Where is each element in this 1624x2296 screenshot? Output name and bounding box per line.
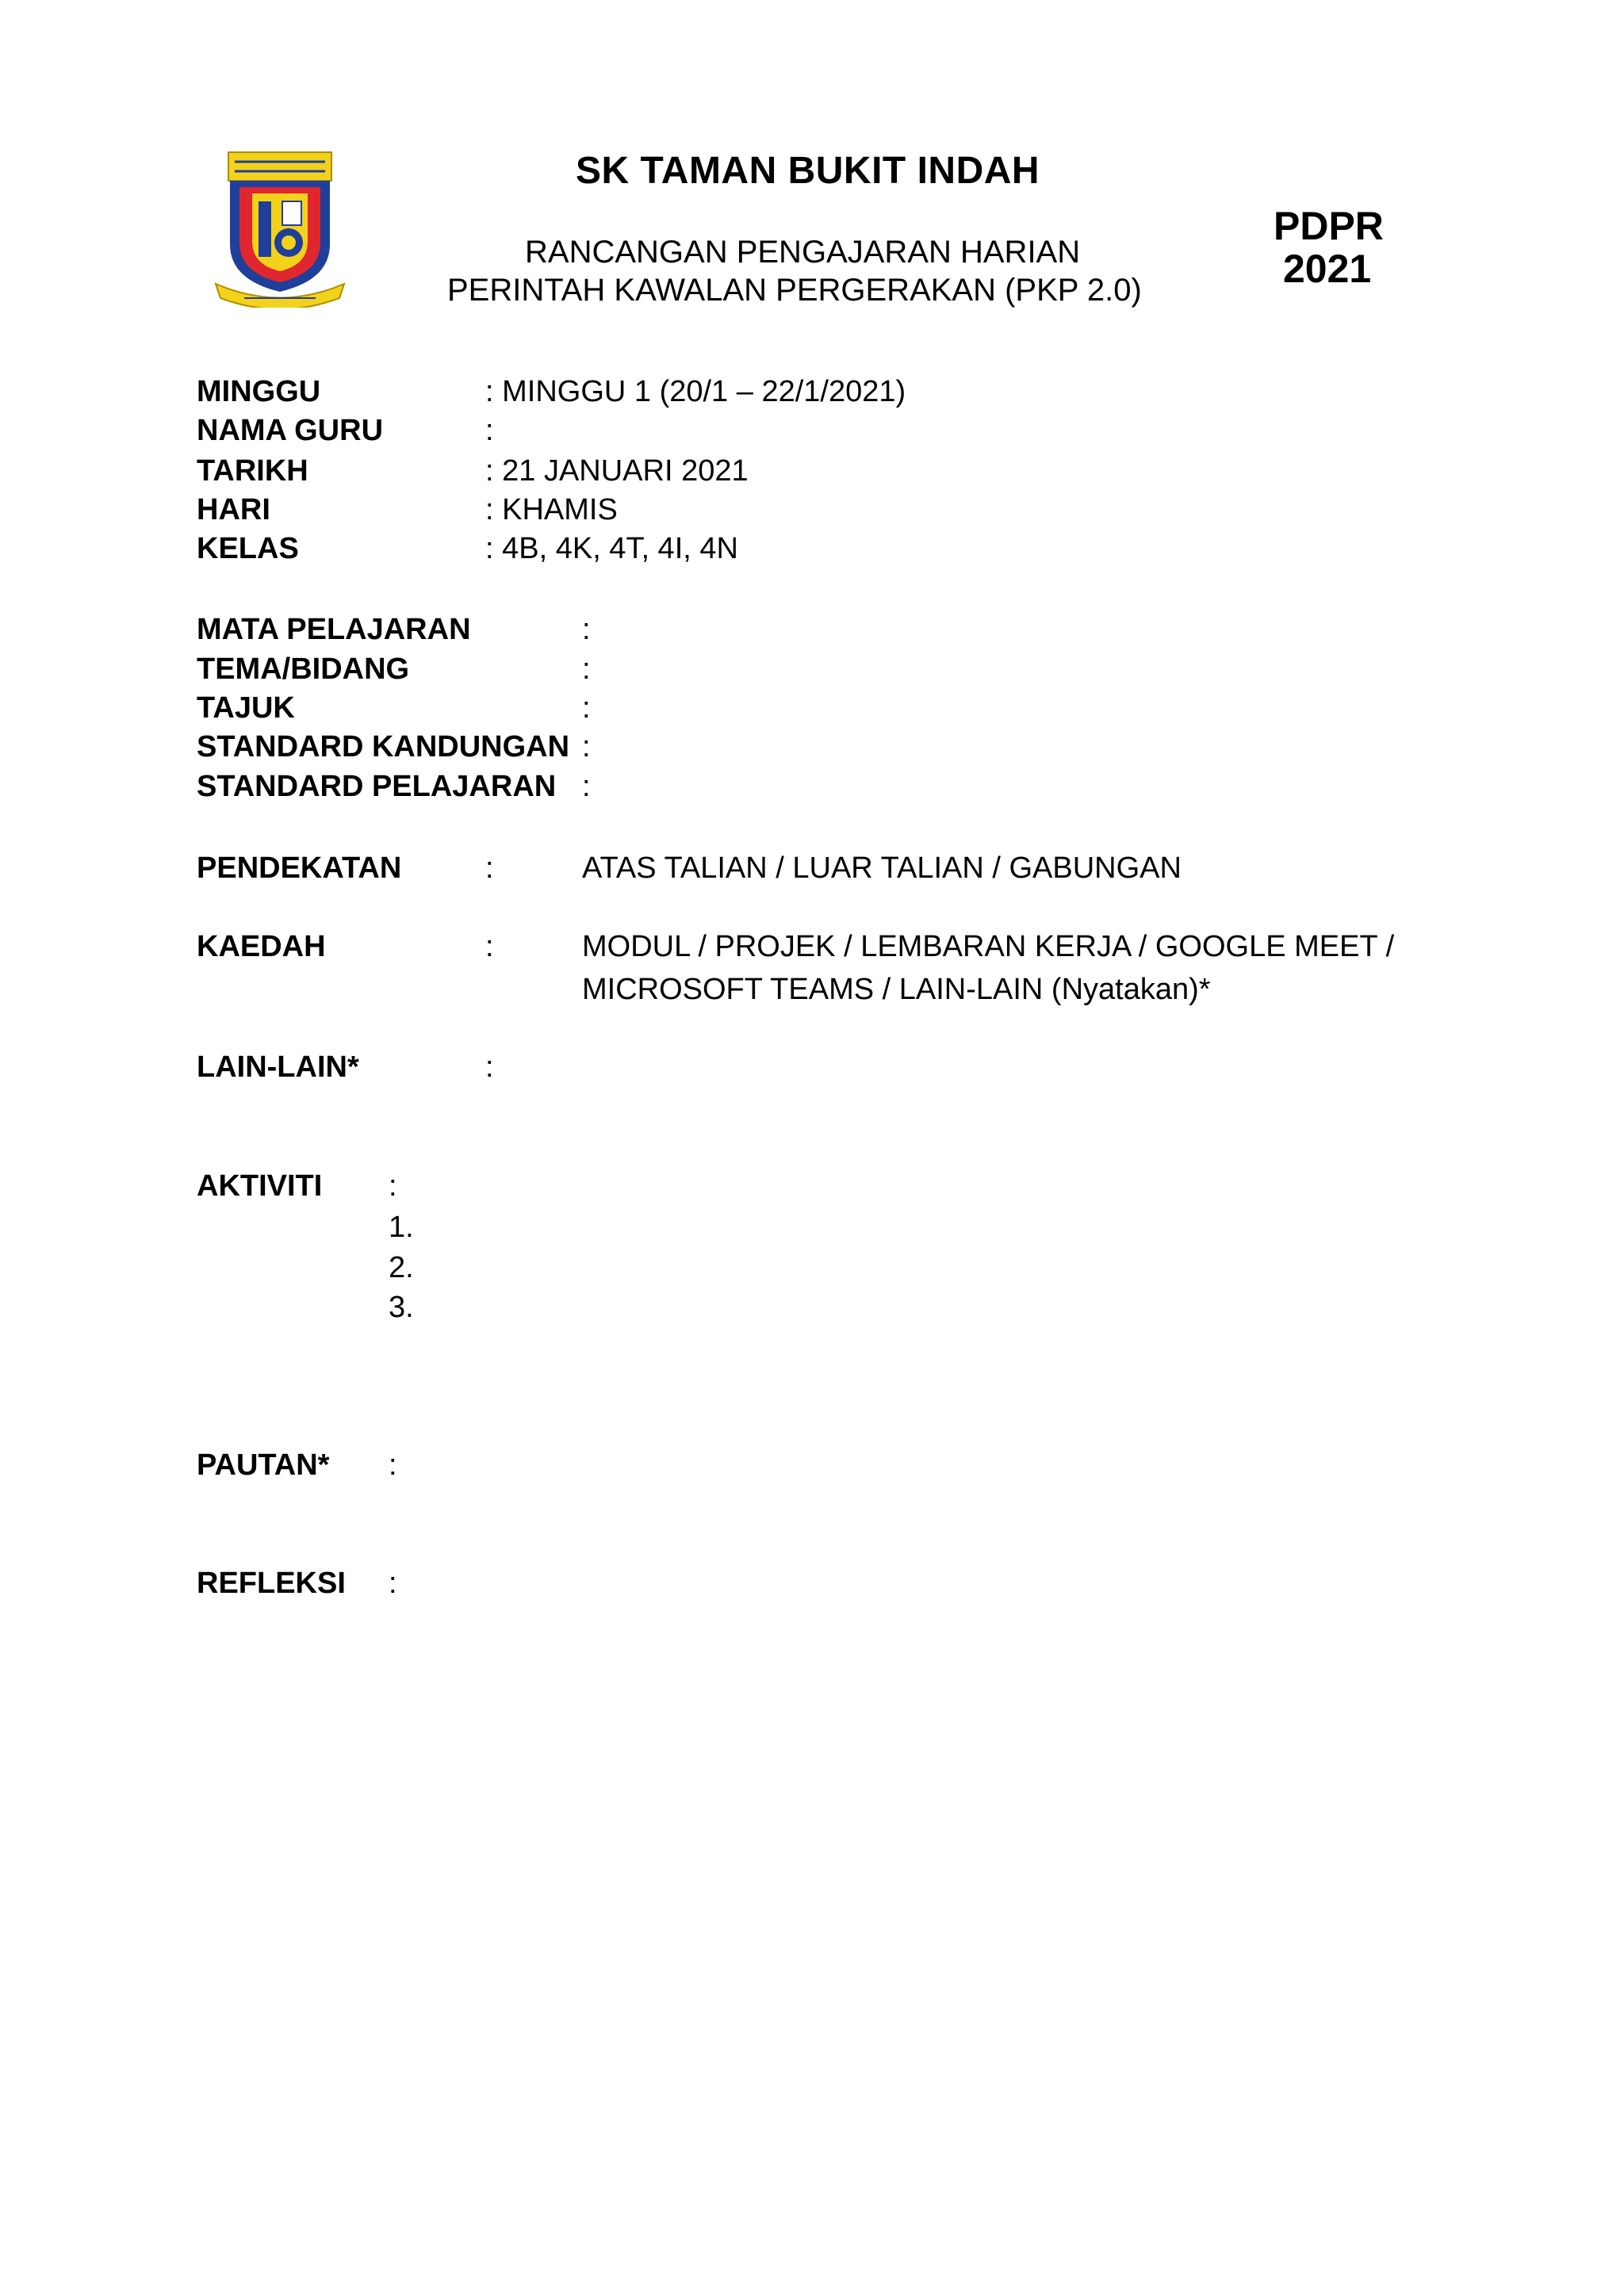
- tema-bidang-colon: :: [582, 652, 591, 686]
- tarikh-label: TARIKH: [197, 454, 308, 488]
- minggu-label: MINGGU: [197, 375, 321, 408]
- pendekatan-label: PENDEKATAN: [197, 851, 402, 885]
- aktiviti-item-1: 1.: [389, 1211, 414, 1244]
- standard-pelajaran-colon: :: [582, 770, 591, 803]
- minggu-value: : MINGGU 1 (20/1 – 22/1/2021): [485, 375, 906, 408]
- lain-lain-colon: :: [485, 1050, 494, 1084]
- kelas-value: : 4B, 4K, 4T, 4I, 4N: [485, 532, 738, 565]
- standard-kandungan-label: STANDARD KANDUNGAN: [197, 730, 570, 763]
- kaedah-colon: :: [485, 930, 494, 963]
- hari-value: : KHAMIS: [485, 493, 618, 526]
- mata-pelajaran-colon: :: [582, 613, 591, 646]
- kaedah-value-line2: MICROSOFT TEAMS / LAIN-LAIN (Nyatakan)*: [582, 973, 1211, 1006]
- standard-pelajaran-label: STANDARD PELAJARAN: [197, 770, 557, 803]
- pendekatan-colon: :: [485, 851, 494, 885]
- nama-guru-value: :: [485, 414, 494, 447]
- document-subtitle-line2: PERINTAH KAWALAN PERGERAKAN (PKP 2.0): [447, 273, 1142, 308]
- tajuk-label: TAJUK: [197, 691, 295, 725]
- kelas-label: KELAS: [197, 532, 299, 565]
- document-subtitle-line1: RANCANGAN PENGAJARAN HARIAN: [525, 235, 1081, 270]
- mata-pelajaran-label: MATA PELAJARAN: [197, 613, 471, 646]
- tajuk-colon: :: [582, 691, 591, 725]
- aktiviti-label: AKTIVITI: [197, 1169, 323, 1203]
- school-crest-icon: [213, 149, 347, 308]
- hari-label: HARI: [197, 493, 270, 526]
- aktiviti-item-3: 3.: [389, 1291, 414, 1324]
- kaedah-label: KAEDAH: [197, 930, 326, 963]
- tarikh-value: : 21 JANUARI 2021: [485, 454, 749, 488]
- pautan-label: PAUTAN*: [197, 1448, 330, 1482]
- refleksi-colon: :: [389, 1567, 397, 1600]
- tema-bidang-label: TEMA/BIDANG: [197, 652, 410, 686]
- pendekatan-value: ATAS TALIAN / LUAR TALIAN / GABUNGAN: [582, 851, 1182, 885]
- refleksi-label: REFLEKSI: [197, 1567, 346, 1600]
- aktiviti-colon: :: [389, 1169, 397, 1203]
- pdpr-badge-label: PDPR: [1274, 204, 1384, 248]
- standard-kandungan-colon: :: [582, 730, 591, 763]
- kaedah-value-line1: MODUL / PROJEK / LEMBARAN KERJA / GOOGLE MEET /: [582, 930, 1395, 963]
- nama-guru-label: NAMA GURU: [197, 414, 384, 447]
- lain-lain-label: LAIN-LAIN*: [197, 1050, 359, 1084]
- pdpr-badge-year: 2021: [1283, 247, 1372, 291]
- school-title: SK TAMAN BUKIT INDAH: [576, 150, 1040, 192]
- aktiviti-item-2: 2.: [389, 1251, 414, 1284]
- pautan-colon: :: [389, 1448, 397, 1482]
